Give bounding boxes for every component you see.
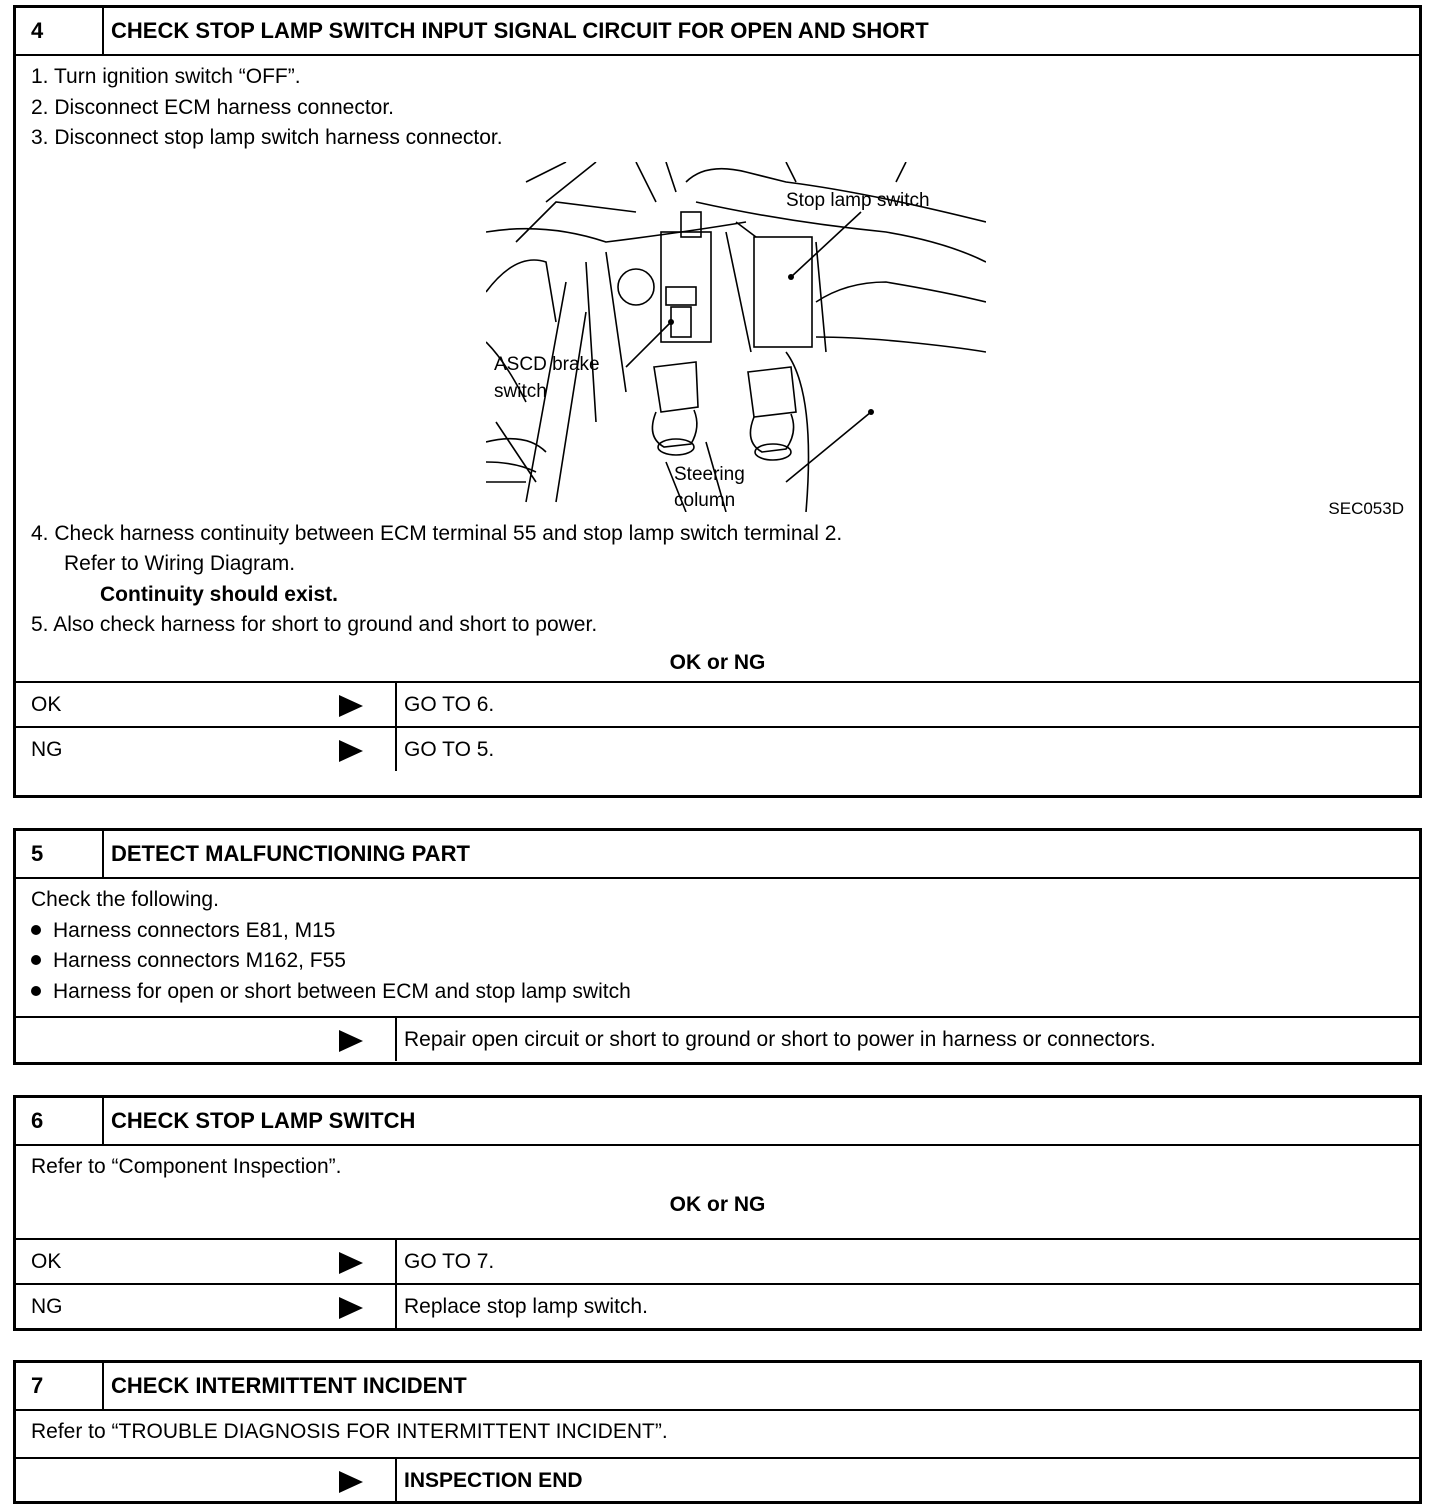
result-label-text: NG bbox=[31, 737, 63, 761]
list-item bbox=[31, 916, 1419, 947]
step-header bbox=[16, 1363, 1419, 1411]
ascd-brake-switch-label: ASCD brake bbox=[494, 353, 600, 375]
list-item-text: Harness for open or short between ECM and stop lamp switch bbox=[53, 979, 631, 1003]
instruction-line: Check the following. bbox=[31, 888, 219, 911]
step-number: 6 bbox=[16, 1098, 104, 1144]
result-action: Replace stop lamp switch. bbox=[404, 1295, 648, 1318]
bullet-icon bbox=[31, 955, 41, 965]
result-row bbox=[16, 1016, 1419, 1061]
list-item-text: Harness connectors M162, F55 bbox=[53, 949, 346, 972]
result-row bbox=[16, 726, 1419, 771]
step-header bbox=[16, 8, 1419, 56]
instruction-line: Refer to “Component Inspection”. bbox=[31, 1155, 342, 1178]
leader-dot bbox=[668, 319, 674, 325]
bullet-icon bbox=[31, 986, 41, 996]
step-4-block bbox=[13, 5, 1422, 798]
ok-or-ng-heading: OK or NG bbox=[669, 650, 766, 674]
bullet-icon bbox=[31, 925, 41, 935]
arrow-right-icon bbox=[339, 740, 363, 762]
result-action: INSPECTION END bbox=[404, 1469, 583, 1492]
result-label bbox=[16, 728, 397, 771]
instruction-line: 2. Disconnect ECM harness connector. bbox=[31, 95, 395, 119]
step-body bbox=[16, 879, 1419, 1016]
step-title: CHECK STOP LAMP SWITCH INPUT SIGNAL CIRCUIT FOR OPEN AND SHORT bbox=[111, 18, 929, 43]
step-body bbox=[16, 1411, 1419, 1457]
ok-or-ng-heading: OK or NG bbox=[669, 1192, 766, 1216]
figure-area bbox=[31, 154, 1419, 519]
instruction-line: 1. Turn ignition switch “OFF”. bbox=[31, 65, 301, 88]
stop-lamp-switch-illustration bbox=[486, 162, 986, 512]
leader-dot bbox=[788, 274, 794, 280]
result-row bbox=[16, 1238, 1419, 1283]
step-number: 4 bbox=[16, 8, 104, 54]
result-label bbox=[16, 1285, 397, 1328]
step-header bbox=[16, 1098, 1419, 1146]
list-item-text: Harness connectors E81, M15 bbox=[53, 918, 336, 942]
result-label bbox=[16, 1459, 397, 1502]
expected-result: Continuity should exist. bbox=[100, 582, 339, 606]
result-label bbox=[16, 1018, 397, 1061]
steering-column-label: Steering bbox=[674, 463, 745, 485]
result-label bbox=[16, 1240, 397, 1283]
instruction-line: 3. Disconnect stop lamp switch harness connector. bbox=[31, 126, 503, 149]
result-label-text: OK bbox=[31, 1250, 62, 1273]
result-label-text: OK bbox=[31, 692, 62, 716]
step-number: 7 bbox=[16, 1363, 104, 1409]
arrow-right-icon bbox=[339, 1297, 363, 1319]
steering-column-label: column bbox=[674, 489, 736, 511]
result-action: GO TO 6. bbox=[404, 692, 495, 716]
arrow-right-icon bbox=[339, 1252, 363, 1274]
result-row bbox=[16, 1283, 1419, 1328]
step-title: DETECT MALFUNCTIONING PART bbox=[111, 841, 470, 866]
result-row bbox=[16, 1457, 1419, 1502]
result-label bbox=[16, 683, 397, 726]
result-row bbox=[16, 681, 1419, 726]
stop-lamp-switch-label: Stop lamp switch bbox=[786, 189, 930, 211]
step-body bbox=[16, 1146, 1419, 1238]
step-body bbox=[16, 56, 1419, 681]
arrow-right-icon bbox=[339, 1471, 363, 1493]
list-item bbox=[31, 946, 1419, 977]
arrow-right-icon bbox=[339, 1030, 363, 1052]
step-6-block bbox=[13, 1095, 1422, 1331]
result-action: GO TO 5. bbox=[404, 737, 495, 761]
step-title: CHECK INTERMITTENT INCIDENT bbox=[111, 1373, 467, 1398]
step-header bbox=[16, 831, 1419, 879]
instruction-line: Refer to “TROUBLE DIAGNOSIS FOR INTERMITTENT INCIDENT”. bbox=[31, 1420, 668, 1443]
leader-dot bbox=[868, 409, 874, 415]
instruction-line: 4. Check harness continuity between ECM terminal 55 and stop lamp switch terminal 2. bbox=[31, 521, 843, 545]
arrow-right-icon bbox=[339, 695, 363, 717]
result-action: Repair open circuit or short to ground or short to power in harness or connectors. bbox=[404, 1028, 1156, 1051]
instruction-line: Refer to Wiring Diagram. bbox=[64, 552, 296, 575]
result-label-text: NG bbox=[31, 1295, 63, 1318]
ascd-brake-switch-label: switch bbox=[494, 380, 547, 402]
figure-code: SEC053D bbox=[1328, 498, 1404, 518]
step-number: 5 bbox=[16, 831, 104, 877]
result-action: GO TO 7. bbox=[404, 1250, 495, 1273]
step-title: CHECK STOP LAMP SWITCH bbox=[111, 1108, 416, 1133]
list-item bbox=[31, 977, 1419, 1008]
step-5-block bbox=[13, 828, 1422, 1065]
step-7-block bbox=[13, 1360, 1422, 1504]
instruction-line: 5. Also check harness for short to ground and short to power. bbox=[31, 613, 598, 636]
